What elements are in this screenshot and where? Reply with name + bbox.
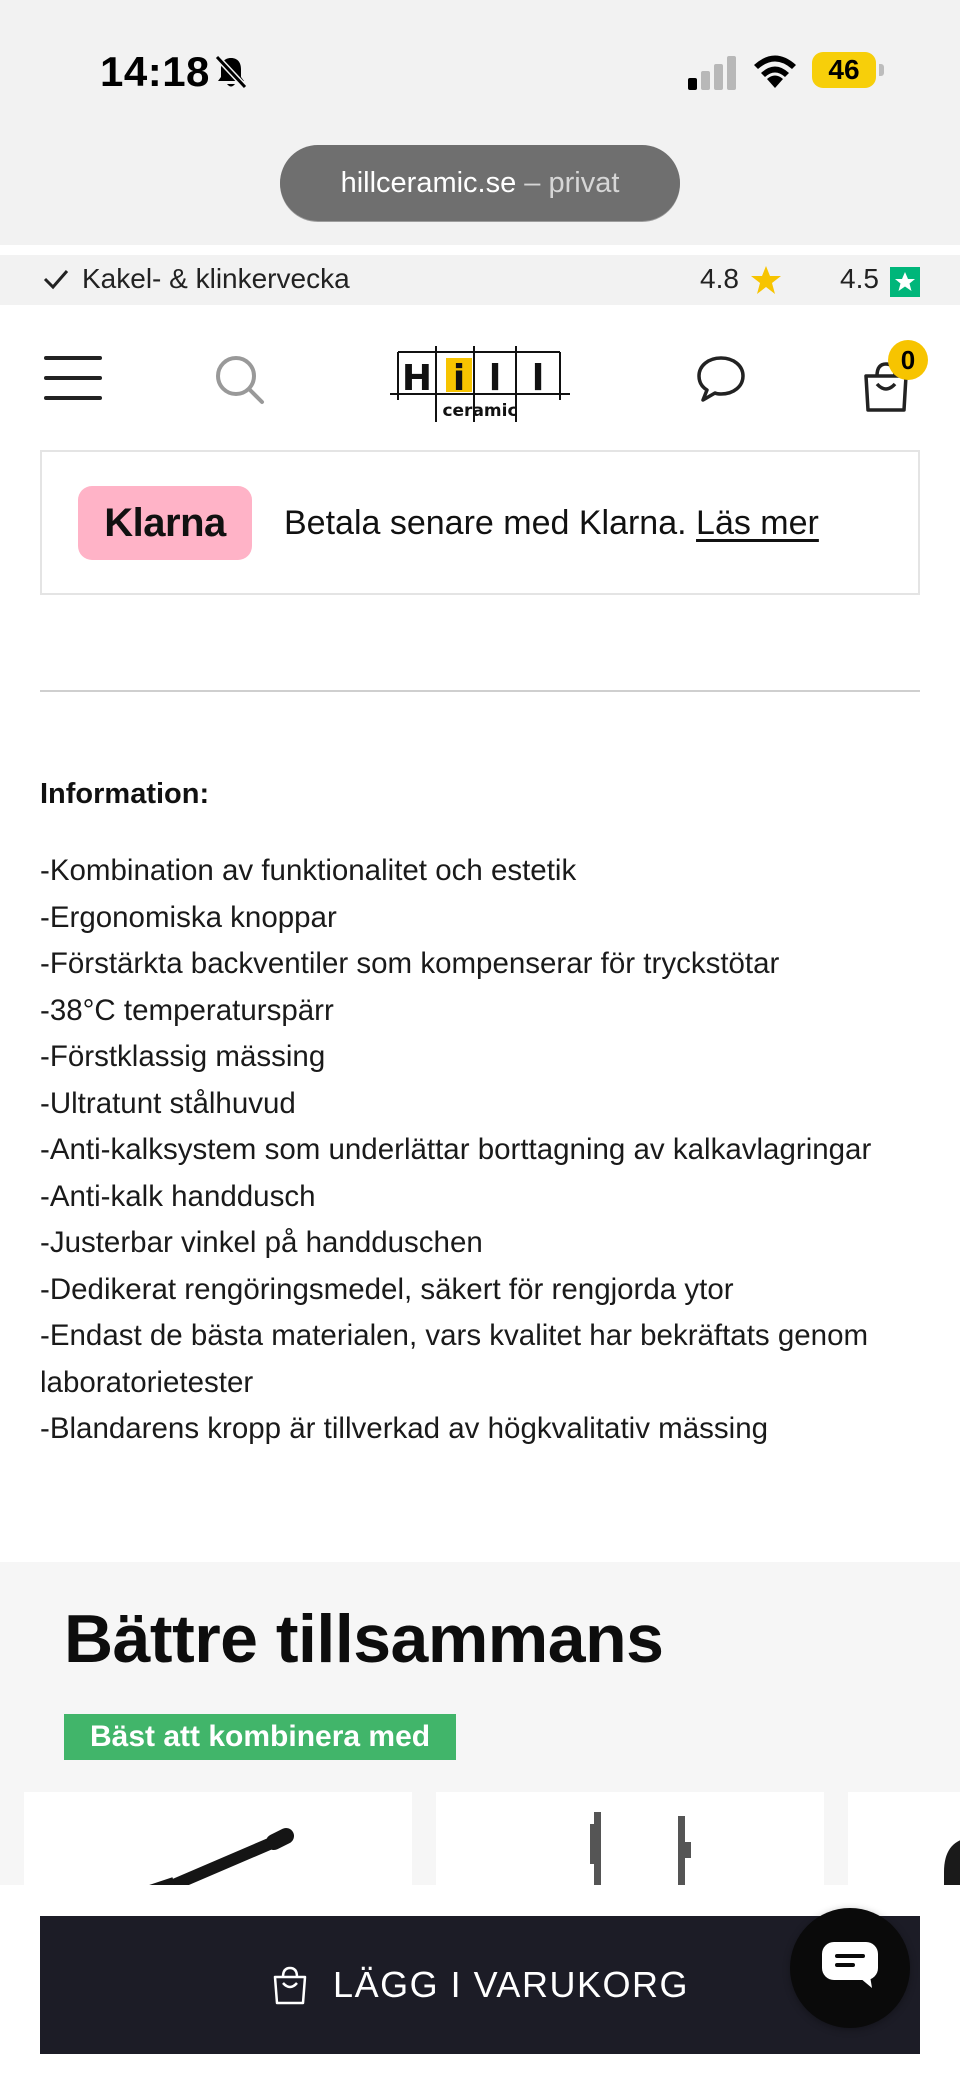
promo-ribbon [0, 255, 960, 305]
list-item: -Blandarens kropp är tillverkad av högkvalitativ mässing [40, 1412, 769, 1445]
search-icon[interactable] [212, 352, 268, 408]
read-more-link[interactable]: Läs mer [696, 504, 819, 542]
section-title: Bättre tillsammans [64, 1601, 664, 1677]
campaign-text[interactable]: Kakel- & klinkervecka [82, 263, 350, 294]
svg-text:H: H [401, 358, 433, 399]
list-item: -Kombination av funktionalitet och estetik [40, 854, 577, 887]
private-label: – privat [516, 167, 620, 199]
list-item: -Förstärkta backventiler som kompenserar för tryckstötar [40, 947, 780, 980]
combo-badge: Bäst att kombinera med [64, 1714, 456, 1760]
list-item: -Ultratunt stålhuvud [40, 1086, 296, 1120]
list-item: -Justerbar vinkel på handduschen [40, 1226, 483, 1259]
trustpilot-score: 4.5 [840, 263, 879, 294]
list-item: -Anti-kalksystem som underlättar borttagning av kalkavlagringar [40, 1133, 872, 1166]
shopping-bag-icon [271, 1965, 309, 2005]
chat-widget-button[interactable] [790, 1908, 910, 2028]
bell-muted-icon [214, 54, 248, 90]
list-item: -Dedikerat rengöringsmedel, säkert för rengjorda ytor [40, 1272, 734, 1306]
chat-icon [820, 1940, 880, 1990]
status-bar [0, 0, 960, 245]
cellular-signal-icon [688, 56, 738, 90]
status-time: 14:18 [100, 48, 210, 95]
klarna-logo: Klarna [78, 486, 252, 560]
url-bar[interactable] [280, 145, 680, 221]
klarna-banner [40, 450, 920, 595]
klarna-text: Betala senare med Klarna. [284, 504, 687, 542]
star-icon [750, 265, 782, 295]
info-list [40, 848, 920, 1453]
add-to-cart-label: LÄGG I VARUKORG [333, 1964, 689, 2005]
rating-score: 4.8 [700, 263, 739, 294]
svg-text:i: i [452, 358, 466, 399]
list-item: -38°C temperaturspärr [40, 993, 334, 1027]
klarna-message [284, 504, 819, 543]
svg-text:l: l [488, 358, 502, 399]
cart-count-badge[interactable]: 0 [888, 340, 928, 380]
check-icon [42, 265, 70, 293]
svg-text:ceramic: ceramic [442, 401, 518, 421]
wifi-icon [752, 52, 798, 90]
add-to-cart-button[interactable] [40, 1916, 920, 2054]
url-domain: hillceramic.se [340, 167, 517, 199]
info-title: Information: [40, 778, 210, 810]
site-header [0, 310, 960, 450]
list-item: -Förstklassig mässing [40, 1040, 326, 1073]
divider [40, 690, 920, 692]
chat-bubble-icon[interactable] [694, 354, 748, 404]
trustpilot-star-icon [890, 267, 920, 297]
svg-text:l: l [531, 358, 545, 399]
better-together-section [0, 1562, 960, 1892]
list-item: -Endast de bästa materialen, vars kvalitet har bekräftats genom laboratorietester [40, 1319, 869, 1399]
list-item: -Ergonomiska knoppar [40, 900, 337, 934]
list-item: -Anti-kalk handdusch [40, 1179, 316, 1213]
battery-level: 46 [812, 52, 876, 88]
hamburger-menu-icon[interactable] [44, 356, 102, 400]
battery-icon [812, 52, 884, 88]
site-logo[interactable] [390, 338, 570, 428]
